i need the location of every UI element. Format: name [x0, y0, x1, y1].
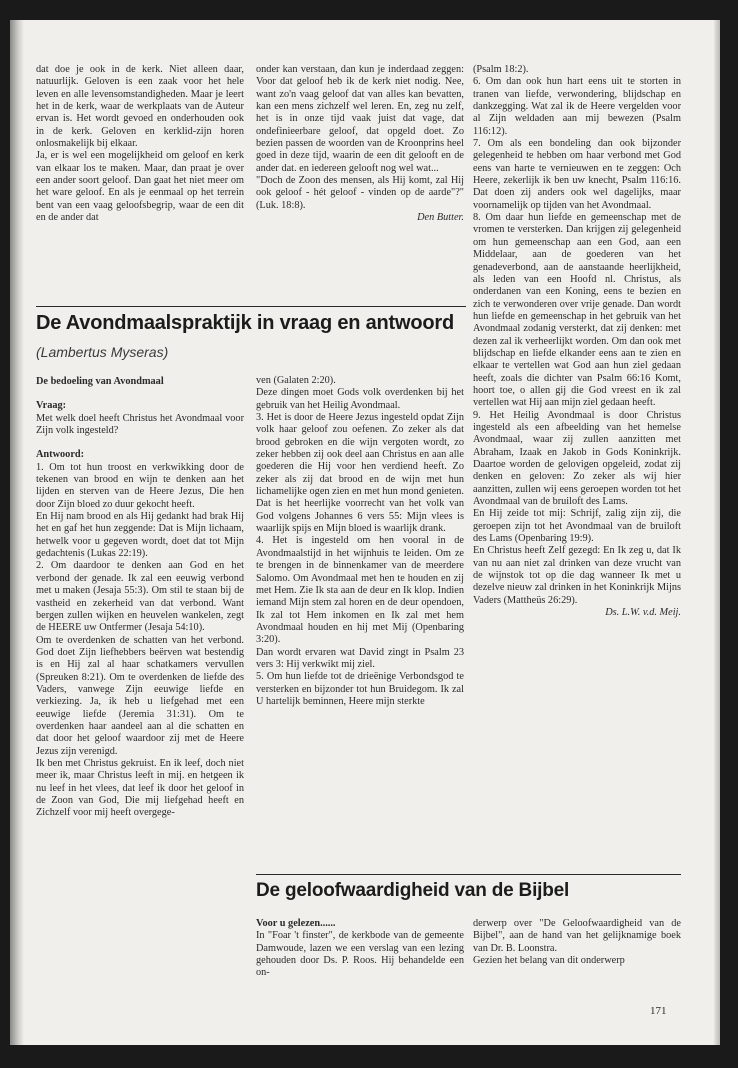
article-byline: (Lambertus Myseras)	[36, 344, 169, 360]
article-column-1	[36, 376, 244, 820]
top-column-2	[256, 64, 464, 224]
article-column-2	[256, 375, 464, 708]
paragraph: 1. Om tot hun troost en verkwikking door de tekenen van brood en wijn te denken aan het lijden en sterven van de Heere Jezus, Die hen door Zijn bloed zo duur gekocht heeft.	[36, 461, 244, 510]
divider-rule	[36, 306, 466, 307]
paragraph: (Psalm 18:2).	[473, 64, 529, 75]
section-subtitle: Voor u gelezen......	[256, 918, 336, 929]
author-signature: Ds. L.W. v.d. Meij.	[605, 607, 681, 619]
paragraph: Ja, er is wel een mogelijkheid om geloof en kerk van elkaar los te maken. Maar, dan praat je over een ander soort geloof. Dan gaat het niet meer om het ware geloof. En als je eenmaal op het terrein bent van een vaag geloofsbegrip, waar de een dit en de ander dat	[36, 150, 244, 224]
article2-column-2	[473, 918, 681, 967]
paragraph: 8. Om daar hun liefde en gemeenschap met de vromen te versterken. Dan krijgen zij gelegenheid om hun gemeenschap aan een God, aan een Middelaar, aan de goederen van het genadeverbond, aan de aanstaande heerlijkheid, als leden van een Hoofd nl. Christus, als onderdanen van een Koning, eens te bezien en zich te verwonderen over vrije genade. Dan wordt hun liefde en gemeenschap in het gebruik van het Avondmaal zodanig versterkt, dat zij denken: met dezen zal ik verheerlijkt worden. Om dan ook met blijdschap en liefde elkander eens aan te zien en elkaar te vertellen wat God aan hun ziel gedaan heeft, zoals die dichter van Psalm 66:16 Komt, hoort toe, o allen gij die God vreest en ik zal vertellen wat Hij aan mijn ziel gedaan heeft.	[473, 212, 681, 409]
paragraph: dat doe je ook in de kerk. Niet alleen daar, natuurlijk. Geloven is een zaak voor het hele leven en alle levensomstandigheden. Maar je leert het in de kerk, waar de werkplaats van de Auteur ervan is. Het wordt gevoed en onderhouden ook in de kerk. Geloven en kerklid-zijn horen onlosmakelijk bij elkaar.	[36, 64, 244, 150]
top-column-1	[36, 64, 244, 224]
paragraph: Dan wordt ervaren wat David zingt in Psalm 23 vers 3: Hij verkwikt mij ziel.	[256, 646, 464, 670]
paragraph: In "Foar 't finster", de kerkbode van de gemeente Damwoude, lazen we een verslag van een lezing gehouden door Ds. P. Roos. Hij behandelde een on-	[256, 930, 464, 979]
author-signature: Den Butter.	[417, 212, 464, 224]
paragraph: 6. Om dan ook hun hart eens uit te storten in tranen van liefde, verwondering, blijdschap en dankzegging. Wat zal ik de Heere vergelden voor al Zijn weldaden aan mij bewezen (Psalm 116:12).	[473, 76, 681, 137]
paragraph: En Christus heeft Zelf gezegd: En Ik zeg u, dat Ik van nu aan niet zal drinken van deze vrucht van de wijnstok tot op die dag wanneer Ik met u dezelve nieuw zal drinken in het Koninkrijk Mijns Vaders (Mattheüs 26:29).	[473, 545, 681, 606]
paragraph: 9. Het Heilig Avondmaal is door Christus ingesteld als een afbeelding van het hemelse Avondmaal, waar zij zullen aanzitten met Abraham, Izaak en Jakob in Gods Koninkrijk. Daartoe worden de gelovigen opgeleid, zodat zij denken en geloven: Zo zeker als wij hier aanzitten, zullen wij eens geroepen worden tot het Avondmaal van de bruiloft des Lams.	[473, 409, 681, 508]
paragraph: En Hij nam brood en als Hij gedankt had brak Hij het en gaf het hun zeggende: Dat is Mijn lichaam, hetwelk voor u gegeven wordt, doet dat tot Mijn gedachtenis (Lukas 22:19).	[36, 511, 244, 560]
paragraph: 3. Het is door de Heere Jezus ingesteld opdat Zijn volk haar geloof zou oefenen. Zo zeker als dat brood gebroken en die wijn vergoten wordt, zo zeker hebben zij ook deel aan Christus en aan alle goederen die Hij voor hen verdiend heeft. Zo zeker als zij dat brood en de wijn met hun lichamelijke ogen zien en met hun mond genieten. Dat is het heerlijke voorrecht van het volk van God volgens Johannes 6 vers 55: Mijn vlees is waarlijk spijs en Mijn bloed is waarlijk drank.	[256, 412, 464, 535]
article-title: De geloofwaardigheid van de Bijbel	[256, 880, 570, 901]
paragraph: ven (Galaten 2:20).	[256, 375, 336, 386]
paragraph: Gezien het belang van dit onderwerp	[473, 955, 625, 967]
paragraph: 4. Het is ingesteld om hen vooral in de Avondmaalstijd in het wijnhuis te leiden. Om ze te brengen in de binnenkamer van de meerdere Salomo. Om Avondmaal met hen te houden en zij met Hem. Zie Ik sta aan de deur en Ik klop. Indien iemand Mijn stem zal horen en de deur opendoen, Ik zal tot Hem inkomen en Ik zal met hem Avondmaal houden en hij met Mij (Openbaring 3:20).	[256, 535, 464, 646]
divider-rule	[256, 874, 681, 875]
answer-label: Antwoord:	[36, 449, 85, 461]
page-edge	[714, 20, 720, 1045]
paragraph: "Doch de Zoon des mensen, als Hij komt, zal Hij ook geloof - hét geloof - vinden op de aarde"?" (Luk. 18:8).	[256, 175, 464, 211]
paragraph: 2. Om daardoor te denken aan God en het verbond der genade. Ik zal een eeuwig verbond met u maken (Jesaja 55:3). Om stil te staan bij de vastheid en zekerheid van dat verbond. Want bergen zullen wijken en heuvelen wankelen, zegt de HEERE uw Ontfermer (Jesaja 54:10).	[36, 560, 244, 634]
page-number: 171	[650, 1005, 667, 1017]
paragraph: derwerp over "De Geloofwaardigheid van de Bijbel", aan de hand van het gelijknamige boek van Dr. B. Loonstra.	[473, 918, 681, 954]
article-title: De Avondmaalspraktijk in vraag en antwoord	[36, 312, 455, 334]
article2-column-1	[256, 918, 464, 980]
page-binding-shadow	[10, 20, 24, 1045]
paragraph: 5. Om hun liefde tot de drieënige Verbondsgod te versterken en bijzonder tot hun Bruidegom. Ik zal U hartelijk beminnen, Heere mijn sterkte	[256, 671, 464, 707]
paragraph: 7. Om als een bondeling dan ook bijzonder gelegenheid te hebben om haar verbond met God eens van harte te vernieuwen en te zeggen: Och Heere, zekerlijk ik ben uw knecht, Psalm 116:16. Dat doen zij anders ook wel dagelijks, maar voornamelijk op tijden van het Avondmaal.	[473, 138, 681, 211]
paragraph: Om te overdenken de schatten van het verbond. God doet Zijn liefhebbers beërven wat bestendig is en Hij zal al haar schatkamers vervullen (Spreuken 8:21). Om te overdenken de liefde des Vaders, vanwege Zijn eeuwige liefde en verkiezing. Ja, ik heb u liefgehad met een eeuwige liefde (Jeremia 31:31). Om te overdenken haar aandeel aan al die schatten en dat door het geloof waardoor zij met de Heere Jezus zijn verenigd.	[36, 634, 244, 757]
question-label: Vraag:	[36, 400, 67, 412]
paragraph: onder kan verstaan, dan kun je inderdaad zeggen: Voor dat geloof heb ik de kerk niet nodig. Nee, want zo'n vaag geloof dat van alles kan bevatten, kan een mens zichzelf wel leren. En, zeg nu zelf, het is in onze tijd vaak juist dat vage, dat ondefinieerbare geloof, dat opgeld doet. Zo bezien passen de woorden van de Kroonprins heel goed in deze tijd, waarin de een dit gelooft en de ander dat. en iedereen gelooft nog wel wat...	[256, 64, 464, 174]
paragraph: Deze dingen moet Gods volk overdenken bij het gebruik van het Heilig Avondmaal.	[256, 387, 464, 411]
magazine-page	[10, 20, 720, 1045]
article-column-3	[473, 64, 681, 619]
section-subtitle: De bedoeling van Avondmaal	[36, 376, 164, 387]
paragraph: En Hij zeide tot mij: Schrijf, zalig zijn zij, die geroepen zijn tot het Avondmaal van de bruiloft des Lams (Openbaring 19:9).	[473, 508, 681, 545]
paragraph: Ik ben met Christus gekruist. En ik leef, doch niet meer ik, maar Christus leeft in mij. en hetgeen ik nu leef in het vlees, dat leef ik door het geloof in de Zoon van God, Die mij liefgehad heeft en Zichzelf voor mij heeft overgege-	[36, 757, 244, 819]
question-text: Met welk doel heeft Christus het Avondmaal voor Zijn volk ingesteld?	[36, 412, 244, 437]
